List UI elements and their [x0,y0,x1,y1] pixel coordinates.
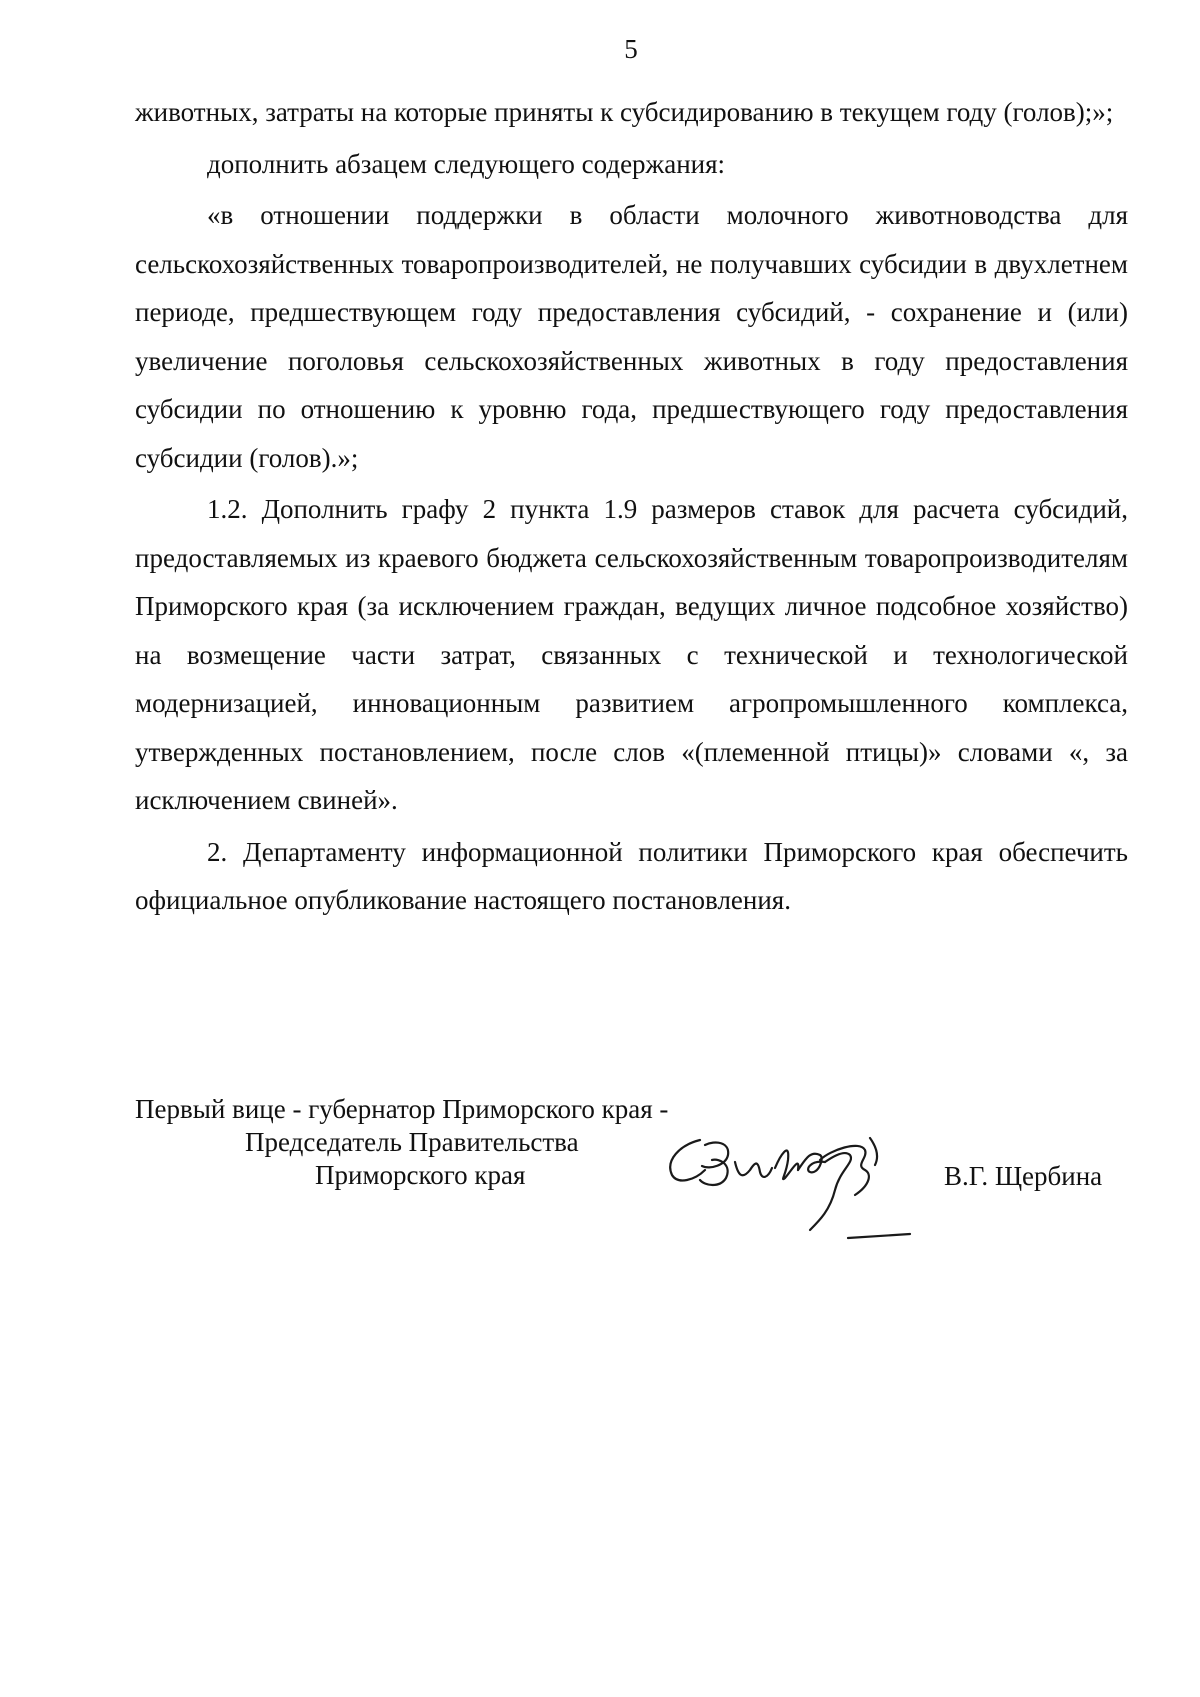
signatory-position-line: Первый вице - губернатор Приморского края - [135,1094,669,1124]
paragraph-item-2: 2. Департаменту информационной политики Приморского края обеспечить официальное опубликование настоящего постановления. [135,836,1128,915]
signatory-position-line: Приморского края [315,1160,526,1190]
paragraph-continuation: животных, затраты на которые приняты к субсидированию в текущем году (голов);»; [135,97,1114,127]
signatory-position-line: Председатель Правительства [245,1127,579,1157]
document-body [135,88,1128,925]
page-number: 5 [624,34,638,64]
paragraph-addition-intro: дополнить абзацем следующего содержания: [207,148,726,179]
handwritten-signature [660,1100,960,1240]
paragraph-item-1-2: 1.2. Дополнить графу 2 пункта 1.9 размеров ставок для расчета субсидий, предоставляемых из краевого бюджета сельскохозяйственным товаропроизводителям Приморского края (за исключением граждан, ведущих личное подсобное хозяйство) на возмещение части затрат, связанных с технической и технологической модернизацией, инновационным развитием агропромышленного комплекса, утвержденных постановлением, после слов «(племенной птицы)» словами «, за исключением свиней». [135,494,1128,815]
paragraph-dairy-support: «в отношении поддержки в области молочного животноводства для сельскохозяйственных товаропроизводителей, не получавших субсидии в двухлетнем периоде, предшествующем году предоставления субсидий, - сохранение и (или) увеличение поголовья сельскохозяйственных животных в году предоставления субсидии по отношению к уровню года, предшествующего году предоставления субсидии (голов).»; [135,200,1128,473]
signer-name: В.Г. Щербина [944,1161,1103,1191]
